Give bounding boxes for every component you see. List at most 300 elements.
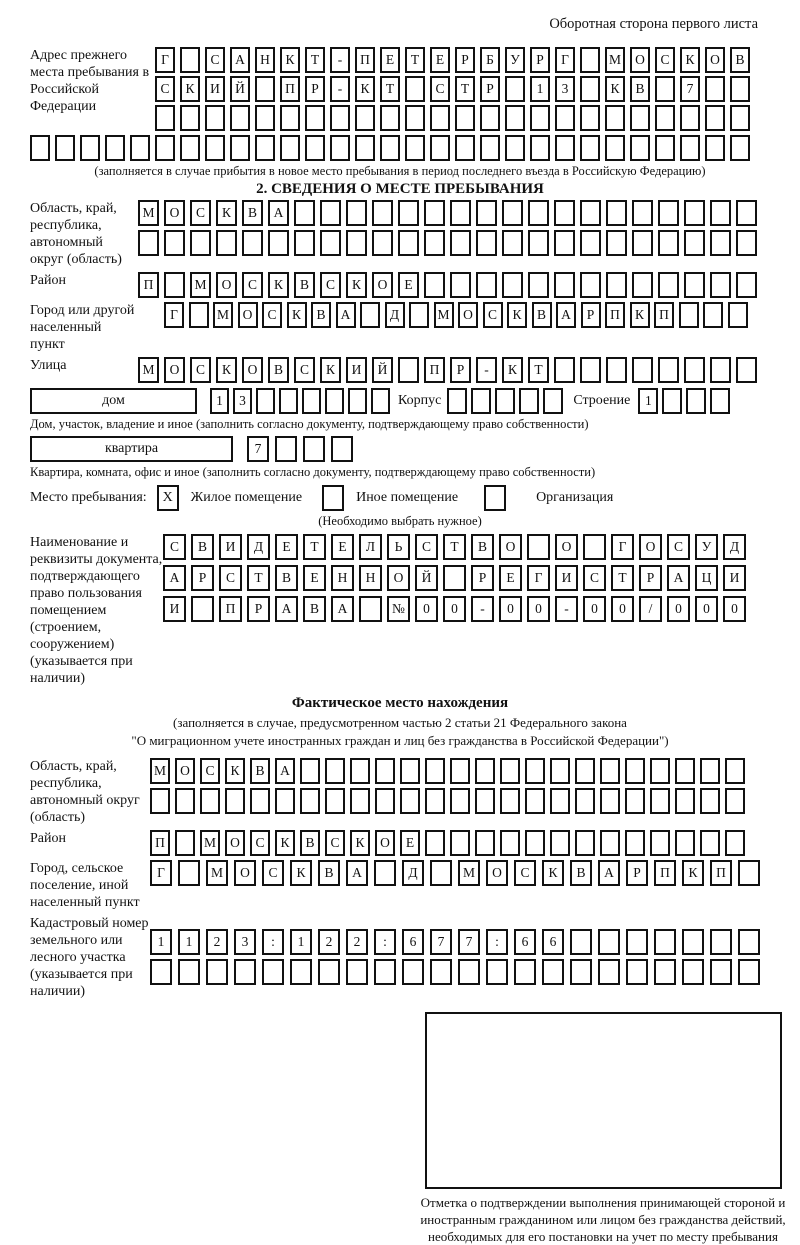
char-cell[interactable]: А <box>667 565 690 591</box>
char-cell[interactable] <box>400 758 420 784</box>
char-cell[interactable] <box>320 200 341 226</box>
char-cell[interactable]: О <box>164 357 185 383</box>
char-cell[interactable]: В <box>630 76 650 102</box>
char-cell[interactable] <box>380 135 400 161</box>
char-cell[interactable]: Г <box>164 302 184 328</box>
char-cell[interactable]: В <box>275 565 298 591</box>
char-cell[interactable] <box>580 105 600 131</box>
char-cell[interactable] <box>355 105 375 131</box>
char-cell[interactable] <box>348 388 367 414</box>
char-cell[interactable] <box>350 758 370 784</box>
char-cell[interactable] <box>430 860 452 886</box>
char-cell[interactable]: 6 <box>542 929 564 955</box>
char-cell[interactable]: Г <box>527 565 550 591</box>
char-cell[interactable]: Т <box>611 565 634 591</box>
char-cell[interactable] <box>580 76 600 102</box>
char-cell[interactable]: 3 <box>555 76 575 102</box>
char-cell[interactable]: С <box>190 357 211 383</box>
char-cell[interactable] <box>150 959 172 985</box>
char-cell[interactable]: В <box>532 302 552 328</box>
char-cell[interactable]: К <box>287 302 307 328</box>
char-cell[interactable] <box>255 135 275 161</box>
char-cell[interactable]: Й <box>230 76 250 102</box>
char-cell[interactable] <box>255 105 275 131</box>
char-cell[interactable] <box>710 388 730 414</box>
char-cell[interactable] <box>736 200 757 226</box>
char-cell[interactable]: В <box>570 860 592 886</box>
char-cell[interactable]: К <box>320 357 341 383</box>
char-cell[interactable] <box>600 758 620 784</box>
char-cell[interactable] <box>580 230 601 256</box>
char-cell[interactable] <box>738 959 760 985</box>
char-cell[interactable] <box>580 47 600 73</box>
char-cell[interactable]: К <box>507 302 527 328</box>
char-cell[interactable] <box>355 135 375 161</box>
char-cell[interactable]: С <box>250 830 270 856</box>
char-cell[interactable] <box>658 200 679 226</box>
char-cell[interactable] <box>400 788 420 814</box>
char-cell[interactable]: Г <box>155 47 175 73</box>
checkbox-organizatsiya[interactable] <box>484 485 506 511</box>
char-cell[interactable]: С <box>514 860 536 886</box>
char-cell[interactable] <box>550 788 570 814</box>
char-cell[interactable]: Е <box>380 47 400 73</box>
char-cell[interactable]: Р <box>480 76 500 102</box>
char-cell[interactable] <box>303 436 325 462</box>
char-cell[interactable]: Т <box>303 534 326 560</box>
char-cell[interactable] <box>450 758 470 784</box>
char-cell[interactable]: Д <box>247 534 270 560</box>
char-cell[interactable] <box>476 230 497 256</box>
char-cell[interactable]: Й <box>372 357 393 383</box>
char-cell[interactable] <box>626 959 648 985</box>
char-cell[interactable] <box>710 357 731 383</box>
char-cell[interactable]: А <box>230 47 250 73</box>
char-cell[interactable]: Р <box>471 565 494 591</box>
char-cell[interactable] <box>632 357 653 383</box>
char-cell[interactable]: О <box>216 272 237 298</box>
char-cell[interactable]: М <box>200 830 220 856</box>
char-cell[interactable] <box>325 388 344 414</box>
char-cell[interactable]: Р <box>455 47 475 73</box>
char-cell[interactable]: 1 <box>150 929 172 955</box>
char-cell[interactable]: В <box>294 272 315 298</box>
char-cell[interactable]: Т <box>305 47 325 73</box>
char-cell[interactable] <box>554 272 575 298</box>
char-cell[interactable]: Й <box>415 565 438 591</box>
char-cell[interactable] <box>606 357 627 383</box>
char-cell[interactable] <box>605 105 625 131</box>
char-cell[interactable] <box>380 105 400 131</box>
char-cell[interactable]: В <box>250 758 270 784</box>
char-cell[interactable] <box>350 788 370 814</box>
char-cell[interactable] <box>710 230 731 256</box>
char-cell[interactable] <box>105 135 125 161</box>
char-cell[interactable] <box>430 959 452 985</box>
checkbox-zhiloe[interactable]: X <box>157 485 179 511</box>
char-cell[interactable] <box>550 830 570 856</box>
char-cell[interactable]: И <box>219 534 242 560</box>
char-cell[interactable] <box>554 230 575 256</box>
char-cell[interactable] <box>206 959 228 985</box>
char-cell[interactable]: № <box>387 596 410 622</box>
char-cell[interactable] <box>710 200 731 226</box>
char-cell[interactable] <box>430 105 450 131</box>
char-cell[interactable] <box>606 272 627 298</box>
char-cell[interactable] <box>626 929 648 955</box>
char-cell[interactable] <box>675 758 695 784</box>
char-cell[interactable] <box>475 830 495 856</box>
char-cell[interactable]: Т <box>405 47 425 73</box>
char-cell[interactable]: А <box>163 565 186 591</box>
char-cell[interactable]: К <box>268 272 289 298</box>
char-cell[interactable] <box>598 929 620 955</box>
char-cell[interactable] <box>155 135 175 161</box>
char-cell[interactable] <box>346 200 367 226</box>
char-cell[interactable] <box>625 758 645 784</box>
char-cell[interactable] <box>480 135 500 161</box>
char-cell[interactable] <box>475 758 495 784</box>
char-cell[interactable] <box>280 105 300 131</box>
char-cell[interactable] <box>443 565 466 591</box>
char-cell[interactable]: Е <box>398 272 419 298</box>
char-cell[interactable] <box>230 105 250 131</box>
char-cell[interactable] <box>268 230 289 256</box>
char-cell[interactable] <box>242 230 263 256</box>
char-cell[interactable]: К <box>275 830 295 856</box>
char-cell[interactable]: О <box>372 272 393 298</box>
char-cell[interactable] <box>528 230 549 256</box>
char-cell[interactable]: С <box>294 357 315 383</box>
char-cell[interactable] <box>725 788 745 814</box>
char-cell[interactable] <box>216 230 237 256</box>
char-cell[interactable]: 3 <box>233 388 252 414</box>
char-cell[interactable]: А <box>556 302 576 328</box>
char-cell[interactable]: - <box>330 76 350 102</box>
char-cell[interactable] <box>710 959 732 985</box>
char-cell[interactable]: И <box>205 76 225 102</box>
char-cell[interactable] <box>605 135 625 161</box>
char-cell[interactable] <box>736 357 757 383</box>
char-cell[interactable] <box>580 200 601 226</box>
char-cell[interactable] <box>371 388 390 414</box>
char-cell[interactable] <box>705 105 725 131</box>
char-cell[interactable]: : <box>262 929 284 955</box>
char-cell[interactable]: И <box>346 357 367 383</box>
char-cell[interactable]: В <box>311 302 331 328</box>
char-cell[interactable] <box>302 388 321 414</box>
char-cell[interactable] <box>655 105 675 131</box>
char-cell[interactable] <box>530 135 550 161</box>
char-cell[interactable] <box>180 47 200 73</box>
char-cell[interactable]: А <box>336 302 356 328</box>
char-cell[interactable]: 6 <box>514 929 536 955</box>
char-cell[interactable]: Н <box>331 565 354 591</box>
char-cell[interactable]: 0 <box>527 596 550 622</box>
char-cell[interactable] <box>189 302 209 328</box>
char-cell[interactable] <box>294 230 315 256</box>
char-cell[interactable]: О <box>458 302 478 328</box>
char-cell[interactable]: Е <box>499 565 522 591</box>
char-cell[interactable] <box>476 272 497 298</box>
char-cell[interactable] <box>250 788 270 814</box>
char-cell[interactable] <box>528 200 549 226</box>
char-cell[interactable]: М <box>190 272 211 298</box>
char-cell[interactable]: К <box>180 76 200 102</box>
char-cell[interactable] <box>359 596 382 622</box>
char-cell[interactable] <box>375 788 395 814</box>
char-cell[interactable] <box>178 959 200 985</box>
char-cell[interactable] <box>255 76 275 102</box>
char-cell[interactable]: О <box>639 534 662 560</box>
char-cell[interactable] <box>30 135 50 161</box>
char-cell[interactable] <box>374 959 396 985</box>
char-cell[interactable]: О <box>175 758 195 784</box>
char-cell[interactable] <box>502 272 523 298</box>
char-cell[interactable] <box>682 959 704 985</box>
char-cell[interactable] <box>450 830 470 856</box>
char-cell[interactable] <box>530 105 550 131</box>
char-cell[interactable] <box>175 830 195 856</box>
char-cell[interactable] <box>200 788 220 814</box>
char-cell[interactable]: 0 <box>667 596 690 622</box>
char-cell[interactable] <box>180 135 200 161</box>
char-cell[interactable] <box>675 830 695 856</box>
char-cell[interactable] <box>650 830 670 856</box>
char-cell[interactable] <box>682 929 704 955</box>
char-cell[interactable]: П <box>654 302 674 328</box>
char-cell[interactable]: П <box>605 302 625 328</box>
char-cell[interactable]: К <box>225 758 245 784</box>
char-cell[interactable]: С <box>200 758 220 784</box>
char-cell[interactable] <box>164 272 185 298</box>
char-cell[interactable] <box>318 959 340 985</box>
char-cell[interactable] <box>730 135 750 161</box>
char-cell[interactable] <box>398 357 419 383</box>
char-cell[interactable]: К <box>216 357 237 383</box>
char-cell[interactable]: И <box>723 565 746 591</box>
char-cell[interactable]: 3 <box>234 929 256 955</box>
char-cell[interactable] <box>425 830 445 856</box>
char-cell[interactable] <box>305 105 325 131</box>
char-cell[interactable] <box>180 105 200 131</box>
char-cell[interactable] <box>710 929 732 955</box>
char-cell[interactable]: Т <box>380 76 400 102</box>
char-cell[interactable] <box>525 788 545 814</box>
char-cell[interactable]: Р <box>191 565 214 591</box>
char-cell[interactable] <box>424 200 445 226</box>
char-cell[interactable] <box>374 860 396 886</box>
char-cell[interactable]: 2 <box>318 929 340 955</box>
char-cell[interactable]: С <box>655 47 675 73</box>
char-cell[interactable] <box>495 388 515 414</box>
char-cell[interactable] <box>234 959 256 985</box>
char-cell[interactable]: С <box>262 302 282 328</box>
char-cell[interactable] <box>500 830 520 856</box>
char-cell[interactable]: В <box>318 860 340 886</box>
char-cell[interactable] <box>305 135 325 161</box>
char-cell[interactable]: К <box>350 830 370 856</box>
char-cell[interactable]: Д <box>402 860 424 886</box>
char-cell[interactable] <box>700 788 720 814</box>
char-cell[interactable]: 1 <box>178 929 200 955</box>
char-cell[interactable] <box>684 200 705 226</box>
char-cell[interactable]: 0 <box>611 596 634 622</box>
char-cell[interactable]: Т <box>247 565 270 591</box>
char-cell[interactable]: К <box>502 357 523 383</box>
char-cell[interactable] <box>480 105 500 131</box>
char-cell[interactable]: 2 <box>206 929 228 955</box>
char-cell[interactable] <box>630 135 650 161</box>
char-cell[interactable]: П <box>138 272 159 298</box>
char-cell[interactable]: С <box>320 272 341 298</box>
char-cell[interactable] <box>205 105 225 131</box>
char-cell[interactable] <box>150 788 170 814</box>
char-cell[interactable]: П <box>150 830 170 856</box>
char-cell[interactable]: В <box>300 830 320 856</box>
char-cell[interactable] <box>625 830 645 856</box>
char-cell[interactable]: С <box>415 534 438 560</box>
char-cell[interactable]: - <box>555 596 578 622</box>
char-cell[interactable] <box>705 135 725 161</box>
char-cell[interactable] <box>455 105 475 131</box>
char-cell[interactable]: С <box>242 272 263 298</box>
char-cell[interactable] <box>275 788 295 814</box>
char-cell[interactable]: А <box>346 860 368 886</box>
char-cell[interactable] <box>606 200 627 226</box>
char-cell[interactable]: 0 <box>415 596 438 622</box>
char-cell[interactable]: О <box>499 534 522 560</box>
char-cell[interactable] <box>650 758 670 784</box>
char-cell[interactable] <box>375 758 395 784</box>
char-cell[interactable] <box>655 135 675 161</box>
char-cell[interactable] <box>372 230 393 256</box>
char-cell[interactable] <box>575 830 595 856</box>
char-cell[interactable] <box>346 959 368 985</box>
char-cell[interactable]: О <box>630 47 650 73</box>
char-cell[interactable] <box>398 230 419 256</box>
char-cell[interactable] <box>230 135 250 161</box>
char-cell[interactable]: 0 <box>499 596 522 622</box>
char-cell[interactable] <box>405 135 425 161</box>
char-cell[interactable]: А <box>331 596 354 622</box>
char-cell[interactable] <box>330 135 350 161</box>
char-cell[interactable] <box>294 200 315 226</box>
char-cell[interactable] <box>700 830 720 856</box>
char-cell[interactable] <box>519 388 539 414</box>
char-cell[interactable]: К <box>680 47 700 73</box>
char-cell[interactable]: 0 <box>695 596 718 622</box>
char-cell[interactable]: В <box>303 596 326 622</box>
char-cell[interactable] <box>279 388 298 414</box>
char-cell[interactable]: М <box>206 860 228 886</box>
char-cell[interactable] <box>425 758 445 784</box>
char-cell[interactable]: П <box>355 47 375 73</box>
char-cell[interactable] <box>684 357 705 383</box>
char-cell[interactable] <box>658 230 679 256</box>
char-cell[interactable] <box>155 105 175 131</box>
char-cell[interactable]: Р <box>581 302 601 328</box>
char-cell[interactable] <box>505 135 525 161</box>
char-cell[interactable]: - <box>476 357 497 383</box>
char-cell[interactable] <box>554 357 575 383</box>
char-cell[interactable]: 0 <box>443 596 466 622</box>
char-cell[interactable]: О <box>387 565 410 591</box>
char-cell[interactable]: Т <box>443 534 466 560</box>
char-cell[interactable] <box>525 830 545 856</box>
char-cell[interactable] <box>580 272 601 298</box>
char-cell[interactable] <box>575 758 595 784</box>
char-cell[interactable]: Н <box>255 47 275 73</box>
char-cell[interactable]: К <box>290 860 312 886</box>
char-cell[interactable]: С <box>219 565 242 591</box>
char-cell[interactable] <box>654 929 676 955</box>
char-cell[interactable]: О <box>375 830 395 856</box>
char-cell[interactable] <box>178 860 200 886</box>
char-cell[interactable] <box>360 302 380 328</box>
char-cell[interactable]: А <box>598 860 620 886</box>
char-cell[interactable] <box>686 388 706 414</box>
char-cell[interactable] <box>598 959 620 985</box>
char-cell[interactable] <box>138 230 159 256</box>
char-cell[interactable]: М <box>605 47 625 73</box>
char-cell[interactable] <box>736 272 757 298</box>
char-cell[interactable] <box>325 758 345 784</box>
char-cell[interactable]: 7 <box>458 929 480 955</box>
char-cell[interactable] <box>275 436 297 462</box>
char-cell[interactable]: М <box>150 758 170 784</box>
char-cell[interactable] <box>575 788 595 814</box>
char-cell[interactable] <box>80 135 100 161</box>
char-cell[interactable] <box>262 959 284 985</box>
char-cell[interactable]: С <box>262 860 284 886</box>
char-cell[interactable] <box>543 388 563 414</box>
char-cell[interactable] <box>625 788 645 814</box>
char-cell[interactable] <box>402 959 424 985</box>
char-cell[interactable] <box>290 959 312 985</box>
char-cell[interactable] <box>280 135 300 161</box>
char-cell[interactable] <box>450 200 471 226</box>
char-cell[interactable] <box>475 788 495 814</box>
char-cell[interactable] <box>528 272 549 298</box>
char-cell[interactable]: А <box>268 200 289 226</box>
char-cell[interactable] <box>710 272 731 298</box>
char-cell[interactable]: П <box>654 860 676 886</box>
char-cell[interactable] <box>632 200 653 226</box>
char-cell[interactable]: В <box>268 357 289 383</box>
char-cell[interactable] <box>555 105 575 131</box>
char-cell[interactable]: Р <box>639 565 662 591</box>
char-cell[interactable]: Т <box>455 76 475 102</box>
char-cell[interactable] <box>330 105 350 131</box>
char-cell[interactable] <box>505 105 525 131</box>
char-cell[interactable] <box>527 534 550 560</box>
char-cell[interactable]: Р <box>530 47 550 73</box>
char-cell[interactable] <box>486 959 508 985</box>
char-cell[interactable] <box>606 230 627 256</box>
char-cell[interactable]: 7 <box>247 436 269 462</box>
char-cell[interactable] <box>450 230 471 256</box>
char-cell[interactable]: Н <box>359 565 382 591</box>
char-cell[interactable]: И <box>555 565 578 591</box>
char-cell[interactable] <box>705 76 725 102</box>
char-cell[interactable] <box>662 388 682 414</box>
char-cell[interactable] <box>550 758 570 784</box>
char-cell[interactable] <box>738 929 760 955</box>
char-cell[interactable]: К <box>542 860 564 886</box>
char-cell[interactable] <box>728 302 748 328</box>
char-cell[interactable] <box>700 758 720 784</box>
